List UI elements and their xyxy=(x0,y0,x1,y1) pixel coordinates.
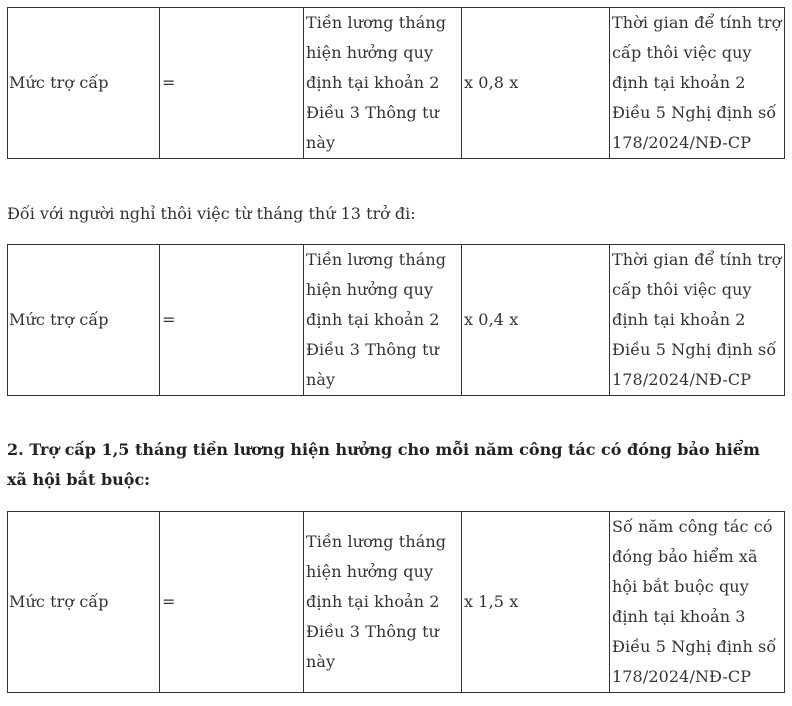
formula-table-3 xyxy=(7,511,785,693)
benefit-label-cell: Mức trợ cấp xyxy=(8,245,160,396)
formula-table-2 xyxy=(7,244,785,396)
factor-cell: x 0,8 x xyxy=(462,8,610,159)
table-row xyxy=(8,245,785,396)
time-cell: Thời gian để tính trợ cấp thôi việc quy định tại khoản 2 Điều 5 Nghị định số 178/2024/NĐ-CP xyxy=(610,8,785,159)
factor-cell: x 1,5 x xyxy=(462,512,610,693)
years-cell: Số năm công tác có đóng bảo hiểm xã hội bắt buộc quy định tại khoản 3 Điều 5 Nghị định số 178/2024/NĐ-CP xyxy=(610,512,785,693)
benefit-label-cell: Mức trợ cấp xyxy=(8,512,160,693)
equals-cell: = xyxy=(160,8,304,159)
benefit-label-cell: Mức trợ cấp xyxy=(8,8,160,159)
paragraph-month-13: Đối với người nghỉ thôi việc từ tháng thứ 13 trở đi: xyxy=(7,204,416,223)
salary-cell: Tiền lương tháng hiện hưởng quy định tại khoản 2 Điều 3 Thông tư này xyxy=(304,512,462,693)
section-heading-2: 2. Trợ cấp 1,5 tháng tiền lương hiện hưởng cho mỗi năm công tác có đóng bảo hiểm xã hội bắt buộc: xyxy=(7,440,760,489)
time-cell: Thời gian để tính trợ cấp thôi việc quy định tại khoản 2 Điều 5 Nghị định số 178/2024/NĐ-CP xyxy=(610,245,785,396)
equals-cell: = xyxy=(160,245,304,396)
table-row xyxy=(8,512,785,693)
equals-cell: = xyxy=(160,512,304,693)
salary-cell: Tiền lương tháng hiện hưởng quy định tại khoản 2 Điều 3 Thông tư này xyxy=(304,8,462,159)
factor-cell: x 0,4 x xyxy=(462,245,610,396)
formula-table-1 xyxy=(7,7,785,159)
salary-cell: Tiền lương tháng hiện hưởng quy định tại khoản 2 Điều 3 Thông tư này xyxy=(304,245,462,396)
table-row xyxy=(8,8,785,159)
